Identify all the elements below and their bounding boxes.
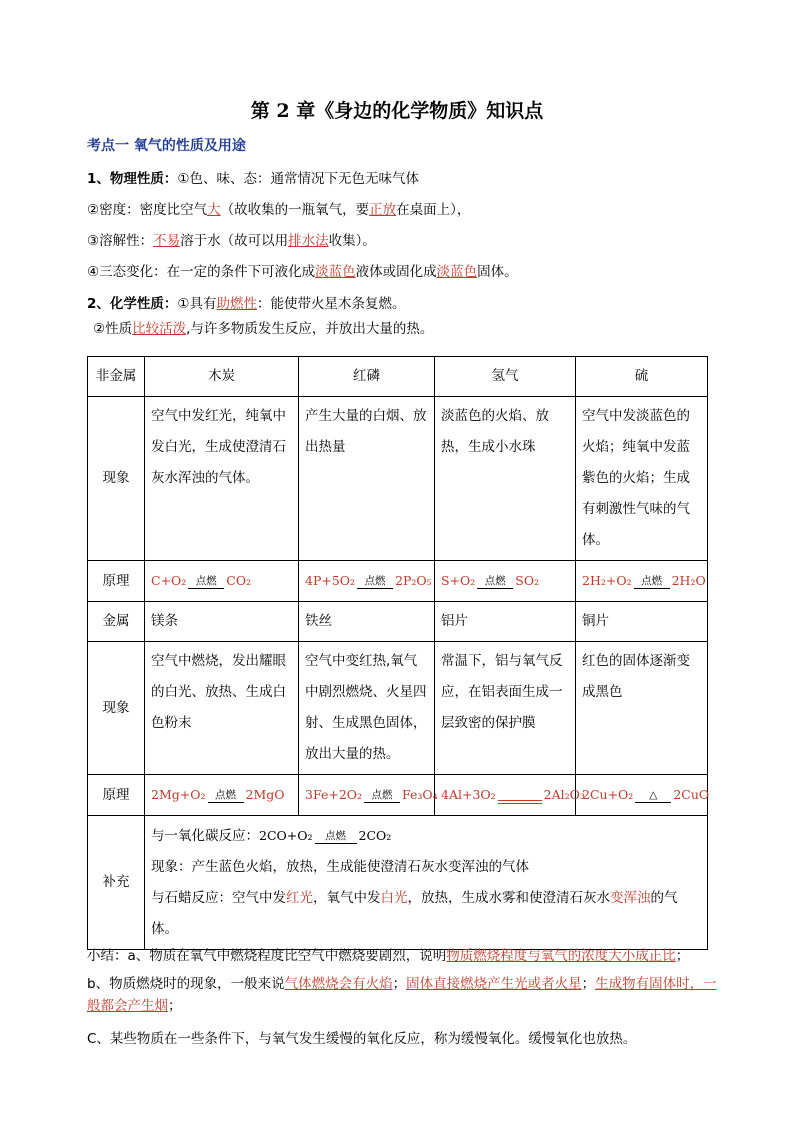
text: ：能使带火星木条复燃。 [257,296,406,312]
chemical-equation [151,573,251,588]
eq-condition: 点燃 [371,788,393,801]
text: ； [392,976,407,992]
reaction-arrow [477,575,513,589]
text: 固体。 [477,264,518,280]
highlight: 气体燃烧会有火焰 [284,976,393,992]
eq-left: 4P+5O₂ [305,573,356,588]
eq-left: 2Cu+O₂ [582,787,634,802]
physical-property-4 [87,260,518,280]
chemical-equation [582,573,706,588]
eq-right: 2CuO [673,787,710,802]
arrow-bar [635,802,671,803]
physical-property-1 [87,167,419,187]
eq-right: 2CO₂ [358,828,392,843]
equation-cell [299,775,438,816]
header-sulfur: 硫 [576,357,708,397]
table-row [88,642,708,775]
row-label-phenomenon: 现象 [88,397,145,561]
eq-condition: △ [649,788,658,801]
chemical-label: 2、化学性质： [87,296,178,312]
supplement-line-3 [151,883,701,945]
equation-cell [145,775,299,816]
supplement-line-1 [151,820,701,852]
eq-right: 2Al₂O₃ [543,787,585,802]
header-iron-wire: 铁丝 [299,602,435,642]
equation-cell [299,561,435,602]
eq-left: 3Fe+2O₂ [305,787,363,802]
equation-cell [435,561,576,602]
oxygen-reaction-table [87,356,708,950]
arrow-bar [634,588,670,589]
chemical-equation [582,787,709,802]
arrow-bar [477,588,513,589]
arrow-bar [357,588,393,589]
text: 与石蜡反应：空气中发 [151,890,286,906]
row-label-principle: 原理 [88,775,145,816]
arrow-bar [498,800,542,804]
eq-right: 2H₂O [671,573,706,588]
chemical-equation [441,573,539,588]
header-magnesium: 镁条 [145,602,299,642]
summary-c: C、某些物质在一些条件下，与氧气发生缓慢的氧化反应，称为缓慢氧化。缓慢氧化也放热。 [87,1031,637,1047]
reaction-arrow [315,830,357,844]
table-row [88,775,708,816]
highlight: 红光 [286,890,313,906]
eq-condition: 点燃 [215,788,236,801]
arrow-bar [188,588,224,589]
chemical-equation [441,787,585,802]
eq-left: 2CO+O₂ [259,828,313,843]
header-metal: 金属 [88,602,145,642]
text: ②性质 [93,321,133,337]
physical-property-3 [87,229,376,249]
header-copper: 铜片 [576,602,708,642]
text: 与一氧化碳反应： [151,828,259,844]
equation-cell [435,775,585,816]
cell-aluminum-phenomenon: 常温下，铝与氧气反应，在铝表面生成一层致密的保护膜 [435,642,576,775]
highlight: 排水法 [288,233,329,249]
chemical-equation [151,787,285,802]
text: ，放热，生成水雾和使澄清石灰水 [407,890,610,906]
row-label-phenomenon: 现象 [88,642,145,775]
header-charcoal: 木炭 [145,357,299,397]
eq-left: 4Al+3O₂ [441,787,496,802]
text: 在桌面上）， [396,202,471,218]
reaction-arrow [635,789,671,803]
header-hydrogen: 氢气 [435,357,576,397]
eq-right: 2P₂O₅ [395,573,432,588]
text: 液体或固化成 [355,264,437,280]
eq-condition [498,787,542,799]
highlight: 生成物有固体时，一般都会产生烟 [87,976,717,1014]
eq-left: 2H₂+O₂ [582,573,632,588]
cell-iron-phenomenon: 空气中变红热,氧气中剧烈燃烧、火星四射、生成黑色固体，放出大量的热。 [299,642,435,775]
cell-hydrogen-phenomenon: 淡蓝色的火焰、放热，生成小水珠 [435,397,576,561]
eq-right: Fe₃O₄ [402,787,438,802]
text: ； [168,998,182,1014]
text: 的气体。 [151,890,678,937]
text: ③溶解性： [87,233,154,249]
text: ①色、味、态：通常情况下无色无味气体 [177,171,420,187]
table-row [88,561,708,602]
reaction-arrow [634,575,670,589]
highlight: 固体直接燃烧产生光或者火星 [406,976,582,992]
text: 小结：a、物质在氧气中燃烧程度比空气中燃烧要剧烈，说明 [87,948,447,964]
header-aluminum: 铝片 [435,602,576,642]
row-label-principle: 原理 [88,561,145,602]
text: ； [581,976,596,992]
chemical-equation [305,787,438,802]
header-nonmetal: 非金属 [88,357,145,397]
physical-property-2 [87,198,470,218]
supplement-equation [259,828,391,843]
page-title: 第 2 章《身边的化学物质》知识点 [250,100,544,122]
text: 溶于水（故可以用 [180,233,289,249]
text: ②密度：密度比空气 [87,202,208,218]
reaction-arrow [188,575,224,589]
chemical-equation [305,573,432,588]
cell-copper-phenomenon: 红色的固体逐渐变成黑色 [576,642,708,775]
highlight: 淡蓝色 [315,264,356,280]
eq-left: C+O₂ [151,573,187,588]
row-label-supplement: 补充 [88,816,145,950]
highlight: 比较活泼 [132,321,187,337]
section-heading: 考点一 氧气的性质及用途 [87,138,246,154]
text: ④三态变化：在一定的条件下可液化成 [87,264,316,280]
chemical-property-1 [87,292,406,312]
reaction-arrow [498,787,542,804]
summary-a [87,945,727,967]
text: ，氧气中发 [313,890,381,906]
arrow-bar [364,802,400,803]
highlight: 白光 [380,890,408,906]
physical-label: 1、物理性质： [87,171,178,187]
reaction-arrow [357,575,393,589]
highlight: 大 [207,202,221,218]
eq-condition: 点燃 [195,574,217,587]
cell-charcoal-phenomenon: 空气中发红光，纯氧中发白光，生成使澄清石灰水浑浊的气体。 [145,397,299,561]
table-row [88,602,708,642]
header-red-phosphorus: 红磷 [299,357,435,397]
summary-b [87,973,727,1017]
highlight: 变浑浊 [610,890,651,906]
chemical-property-2 [93,317,433,337]
equation-cell [145,561,299,602]
text: （故收集的一瓶氧气，要 [220,202,370,218]
highlight: 淡蓝色 [436,264,478,280]
text: 收集）。 [328,233,376,249]
text: ,与许多物质发生反应，并放出大量的热。 [186,321,434,337]
highlight: 正放 [369,202,397,218]
eq-condition: 点燃 [641,574,663,587]
table-row [88,816,708,950]
text: ①具有 [177,296,217,312]
arrow-bar [315,843,357,844]
table-row [88,397,708,561]
equation-cell [576,775,708,816]
highlight: 物质燃烧程度与氧气的浓度大小成正比 [446,948,676,964]
reaction-arrow [364,789,400,803]
cell-magnesium-phenomenon: 空气中燃烧，发出耀眼的白光、放热、生成白色粉末 [145,642,299,775]
text: b、物质燃烧时的现象，一般来说 [87,976,285,992]
highlight: 助燃性 [216,296,258,312]
text: ； [675,948,690,964]
eq-condition: 点燃 [325,829,346,842]
eq-condition: 点燃 [484,574,506,587]
eq-left: S+O₂ [441,573,476,588]
cell-sulfur-phenomenon: 空气中发淡蓝色的火焰；纯氧中发蓝紫色的火焰；生成有刺激性气味的气体。 [576,397,708,561]
eq-condition: 点燃 [364,574,386,587]
supplement-line-2: 现象：产生蓝色火焰，放热，生成能使澄清石灰水变浑浊的气体 [151,859,529,875]
cell-phosphorus-phenomenon: 产生大量的白烟、放出热量 [299,397,435,561]
table-row [88,357,708,397]
reaction-arrow [208,789,244,803]
supplement-cell [145,816,708,950]
eq-right: 2MgO [245,787,285,802]
eq-right: SO₂ [515,573,540,588]
highlight: 不易 [153,233,181,249]
eq-right: CO₂ [226,573,252,588]
eq-left: 2Mg+O₂ [151,787,206,802]
equation-cell [576,561,708,602]
arrow-bar [208,802,244,803]
